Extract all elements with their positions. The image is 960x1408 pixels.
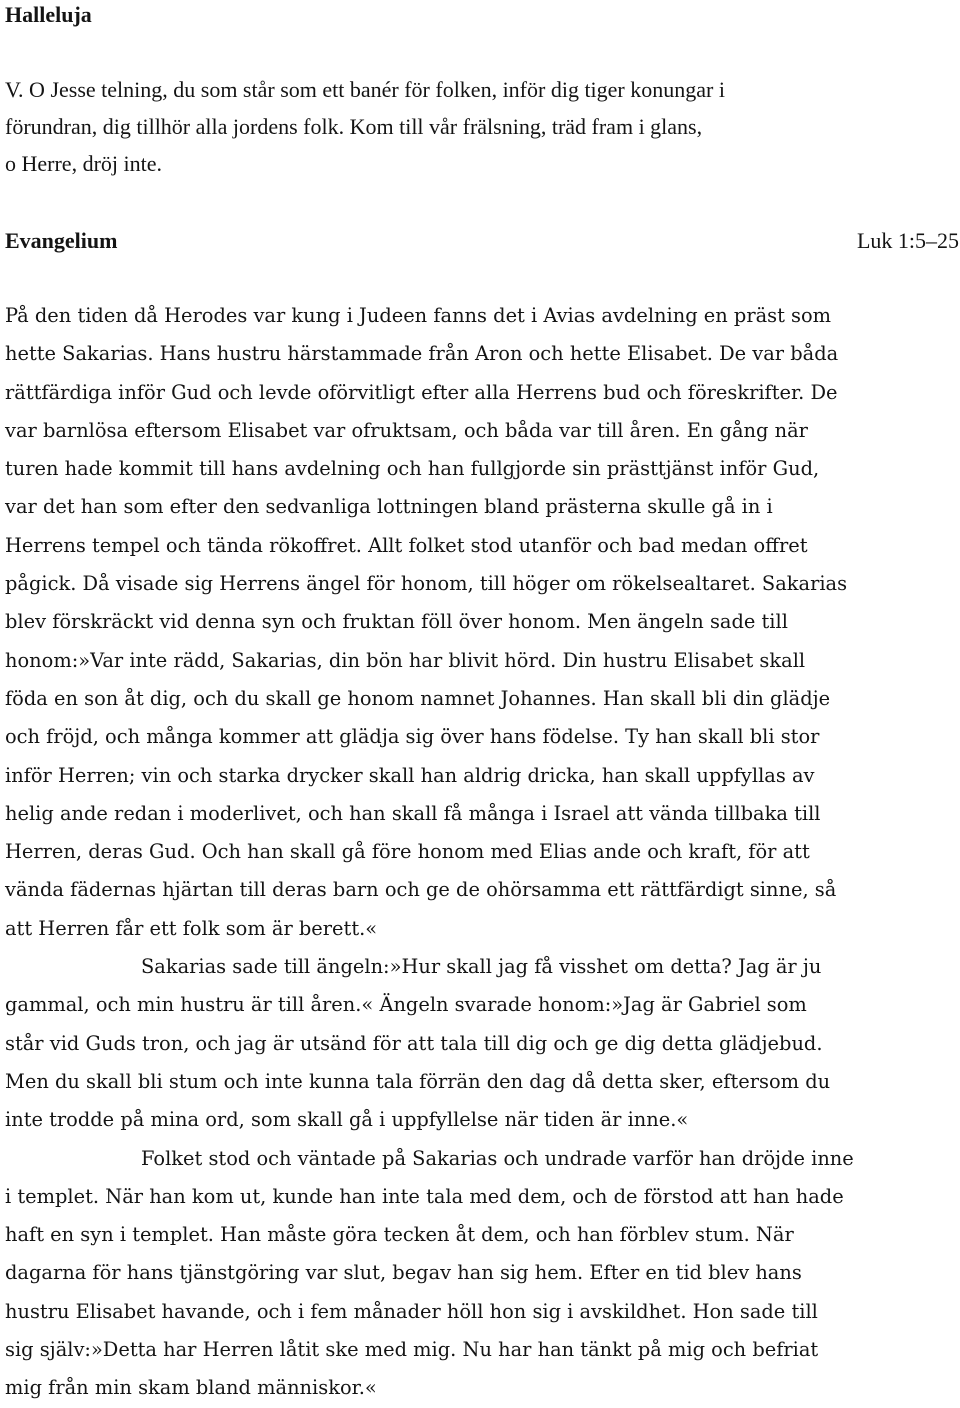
verse-line: o Herre, dröj inte. xyxy=(5,151,162,176)
gospel-line: inte trodde på mina ord, som skall gå i uppfyllelse när tiden är inne.« xyxy=(5,1108,689,1132)
gospel-line: Men du skall bli stum och inte kunna tala förrän den dag då detta sker, eftersom du xyxy=(5,1069,831,1093)
gospel-line: pågick. Då visade sig Herrens ängel för honom, till höger om rökelsealtaret. Sakarias xyxy=(5,572,848,596)
gospel-line: Sakarias sade till ängeln:»Hur skall jag få visshet om detta? Jag är ju xyxy=(141,955,822,979)
gospel-line: helig ande redan i moderlivet, och han skall få många i Israel att vända tillbaka till xyxy=(5,801,821,825)
gospel-header xyxy=(5,228,959,254)
gospel-line: gammal, och min hustru är till åren.« Ängeln svarade honom:»Jag är Gabriel som xyxy=(5,993,807,1017)
gospel-line: hustru Elisabet havande, och i fem månader höll hon sig i avskildhet. Hon sade till xyxy=(5,1299,818,1323)
gospel-reference: Luk 1:5–25 xyxy=(856,228,959,253)
gospel-line: turen hade kommit till hans avdelning och han fullgjorde sin prästtjänst inför Gud, xyxy=(5,457,820,481)
halleluja-heading: Halleluja xyxy=(5,2,92,27)
gospel-line: Herren, deras Gud. Och han skall gå före honom med Elias ande och kraft, för att xyxy=(5,840,810,864)
gospel-line: mig från min skam bland människor.« xyxy=(5,1376,377,1400)
gospel-line: sig själv:»Detta har Herren låtit ske med mig. Nu har han tänkt på mig och befriat xyxy=(5,1338,819,1362)
gospel-line: i templet. När han kom ut, kunde han inte tala med dem, och de förstod att han hade xyxy=(5,1184,844,1208)
gospel-line: står vid Guds tron, och jag är utsänd för att tala till dig och ge dig detta glädjebud. xyxy=(5,1031,823,1055)
gospel-line: inför Herren; vin och starka drycker skall han aldrig dricka, han skall uppfyllas av xyxy=(5,763,815,787)
gospel-line: vända fädernas hjärtan till deras barn och ge de ohörsamma ett rättfärdigt sinne, så xyxy=(5,878,837,902)
gospel-line: och fröjd, och många kommer att glädja sig över hans födelse. Ty han skall bli stor xyxy=(5,725,820,749)
verse-line: förundran, dig tillhör alla jordens folk. Kom till vår frälsning, träd fram i glans, xyxy=(5,114,703,139)
gospel-body xyxy=(5,297,960,1408)
gospel-line: att Herren får ett folk som är berett.« xyxy=(5,916,378,940)
verse-block xyxy=(5,71,955,182)
gospel-line: föda en son åt dig, och du skall ge honom namnet Johannes. Han skall bli din glädje xyxy=(5,686,831,710)
gospel-title: Evangelium xyxy=(5,228,118,253)
gospel-line: hette Sakarias. Hans hustru härstammade från Aron och hette Elisabet. De var båda xyxy=(5,342,839,366)
gospel-line: Herrens tempel och tända rökoffret. Allt folket stod utanför och bad medan offret xyxy=(5,533,808,557)
gospel-line: honom:»Var inte rädd, Sakarias, din bön har blivit hörd. Din hustru Elisabet skall xyxy=(5,648,806,672)
gospel-line: blev förskräckt vid denna syn och fruktan föll över honom. Men ängeln sade till xyxy=(5,610,788,634)
gospel-line: haft en syn i templet. Han måste göra tecken åt dem, och han förblev stum. När xyxy=(5,1223,794,1247)
gospel-line: var det han som efter den sedvanliga lottningen bland prästerna skulle gå in i xyxy=(5,495,773,519)
gospel-line: var barnlösa eftersom Elisabet var ofruktsam, och båda var till åren. En gång när xyxy=(5,418,808,442)
verse-line: V. O Jesse telning, du som står som ett banér för folken, inför dig tiger konungar i xyxy=(5,77,725,102)
gospel-line: Folket stod och väntade på Sakarias och undrade varför han dröjde inne xyxy=(141,1146,854,1170)
gospel-line: rättfärdiga inför Gud och levde oförvitligt efter alla Herrens bud och föreskrifter. De xyxy=(5,380,838,404)
gospel-line: dagarna för hans tjänstgöring var slut, begav han sig hem. Efter en tid blev hans xyxy=(5,1261,802,1285)
gospel-line: På den tiden då Herodes var kung i Judeen fanns det i Avias avdelning en präst som xyxy=(5,304,832,327)
